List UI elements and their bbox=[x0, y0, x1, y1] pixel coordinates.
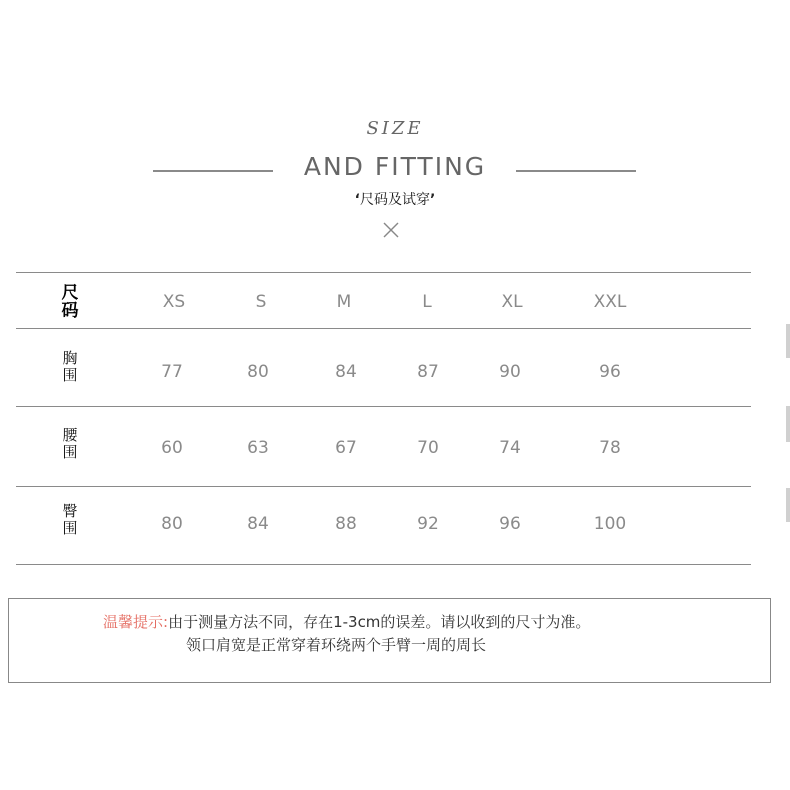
notice-line-1 bbox=[103, 611, 590, 632]
row-label-char: 腰 bbox=[62, 426, 78, 444]
table-cell: 80 bbox=[161, 514, 183, 534]
table-bottom-border bbox=[16, 564, 751, 565]
table-row-divider bbox=[16, 328, 751, 329]
row-label-chest bbox=[59, 350, 81, 384]
table-cell: 63 bbox=[247, 438, 269, 458]
size-header-xs: XS bbox=[162, 292, 186, 312]
close-icon bbox=[382, 221, 400, 239]
size-header-xl: XL bbox=[501, 292, 523, 312]
quote-open: ‘ bbox=[354, 192, 360, 208]
notice-text-1: 由于测量方法不同，存在1-3cm的误差。请以收到的尺寸为准。 bbox=[168, 613, 591, 631]
table-cell: 77 bbox=[161, 362, 183, 382]
page-subtitle bbox=[290, 189, 500, 209]
page-title: AND FITTING bbox=[303, 152, 487, 181]
row-label-waist bbox=[59, 427, 81, 461]
table-cell: 84 bbox=[335, 362, 357, 382]
edge-mark bbox=[786, 324, 790, 358]
header-divider-left bbox=[153, 170, 273, 172]
size-header-xxl: XXL bbox=[593, 292, 627, 312]
size-header-s: S bbox=[255, 292, 267, 312]
notice-tip-label: 温馨提示: bbox=[103, 613, 169, 631]
table-row-divider bbox=[16, 406, 751, 407]
row-label-char: 臀 bbox=[62, 502, 78, 520]
table-cell: 92 bbox=[417, 514, 439, 534]
table-cell: 78 bbox=[599, 438, 621, 458]
notice-line-2: 领口肩宽是正常穿着环绕两个手臂一周的周长 bbox=[186, 636, 487, 654]
table-cell: 70 bbox=[417, 438, 439, 458]
row-label-hip bbox=[59, 503, 81, 537]
table-row-divider bbox=[16, 486, 751, 487]
row-label-char: 围 bbox=[62, 443, 78, 461]
row-label-char: 围 bbox=[62, 519, 78, 537]
size-header-l: L bbox=[422, 292, 432, 312]
row-label-char: 围 bbox=[62, 366, 78, 384]
table-cell: 87 bbox=[417, 362, 439, 382]
header-divider-right bbox=[516, 170, 636, 172]
subtitle-text: 尺码及试穿 bbox=[360, 192, 430, 208]
table-cell: 96 bbox=[599, 362, 621, 382]
size-label-char: 码 bbox=[61, 301, 79, 321]
edge-mark bbox=[786, 406, 790, 442]
table-cell: 90 bbox=[499, 362, 521, 382]
size-header-m: M bbox=[336, 292, 352, 312]
size-script-title: SIZE bbox=[366, 118, 424, 139]
table-cell: 74 bbox=[499, 438, 521, 458]
table-cell: 96 bbox=[499, 514, 521, 534]
table-cell: 67 bbox=[335, 438, 357, 458]
quote-close: ’ bbox=[430, 192, 436, 208]
row-label-char: 胸 bbox=[62, 349, 78, 367]
table-top-border bbox=[16, 272, 751, 273]
table-cell: 100 bbox=[593, 514, 627, 534]
size-column-label bbox=[59, 284, 81, 320]
table-cell: 60 bbox=[161, 438, 183, 458]
table-cell: 88 bbox=[335, 514, 357, 534]
table-cell: 84 bbox=[247, 514, 269, 534]
table-cell: 80 bbox=[247, 362, 269, 382]
size-label-char: 尺 bbox=[61, 283, 79, 303]
edge-mark bbox=[786, 488, 790, 522]
